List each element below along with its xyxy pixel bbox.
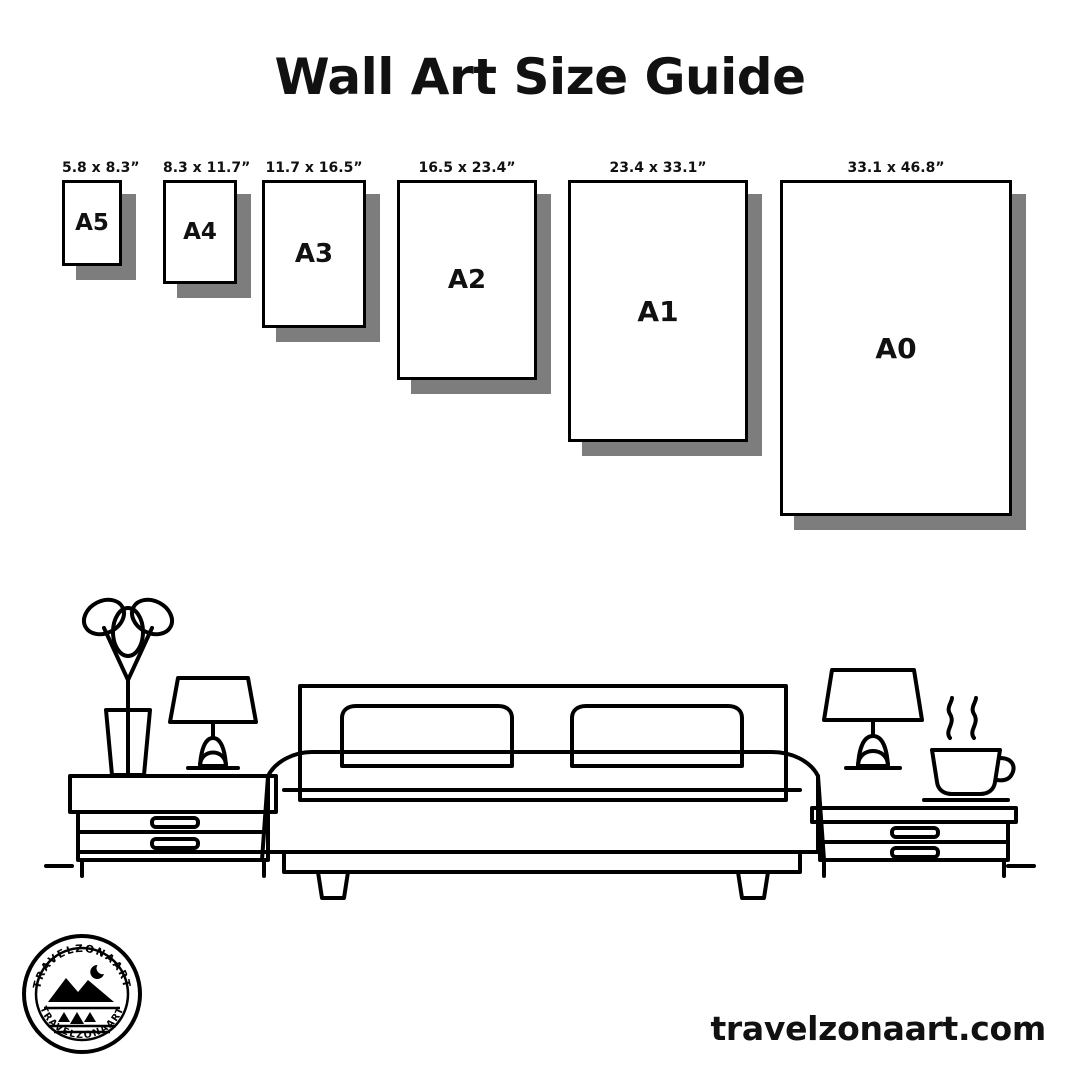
frame-size-name: A4 xyxy=(183,219,217,245)
frame-size-name: A1 xyxy=(637,294,679,328)
page-title: Wall Art Size Guide xyxy=(274,48,806,106)
logo-bottom-text: TRAVELZONAART xyxy=(37,1004,127,1042)
frame-size-name: A2 xyxy=(447,265,487,295)
left-nightstand xyxy=(70,776,276,876)
frame-box[interactable] xyxy=(780,180,1012,516)
website-url[interactable]: travelzonaart.com xyxy=(710,1009,1046,1048)
left-table-lamp xyxy=(170,678,256,768)
right-nightstand xyxy=(812,808,1016,876)
frame-a3[interactable] xyxy=(262,160,380,342)
bedroom-illustration xyxy=(0,560,1080,920)
logo-top-text: TRAVELZONAART xyxy=(31,942,133,990)
frame-a2[interactable] xyxy=(397,160,551,394)
frame-a1[interactable] xyxy=(568,160,762,456)
coffee-cup-icon xyxy=(924,698,1014,800)
frame-dimension-label: 16.5 x 23.4” xyxy=(418,160,516,176)
frame-a4[interactable] xyxy=(163,160,251,298)
bed xyxy=(262,686,824,898)
frame-box[interactable] xyxy=(262,180,366,328)
frame-a0[interactable] xyxy=(780,160,1026,530)
plant-icon xyxy=(78,593,178,775)
frame-a5[interactable] xyxy=(62,160,140,280)
frame-size-row xyxy=(0,160,1080,600)
frame-box[interactable] xyxy=(397,180,537,380)
frame-dimension-label: 23.4 x 33.1” xyxy=(609,160,707,176)
frame-dimension-label: 33.1 x 46.8” xyxy=(847,160,945,176)
frame-size-name: A0 xyxy=(875,331,917,365)
frame-box[interactable] xyxy=(163,180,237,284)
frame-size-name: A5 xyxy=(75,210,109,236)
frame-box[interactable] xyxy=(62,180,122,266)
frame-size-name: A3 xyxy=(294,239,334,269)
frame-dimension-label: 8.3 x 11.7” xyxy=(163,160,251,176)
right-table-lamp xyxy=(824,670,922,768)
brand-logo xyxy=(18,930,146,1058)
frame-box[interactable] xyxy=(568,180,748,442)
frame-dimension-label: 5.8 x 8.3” xyxy=(62,160,140,176)
frame-dimension-label: 11.7 x 16.5” xyxy=(265,160,363,176)
